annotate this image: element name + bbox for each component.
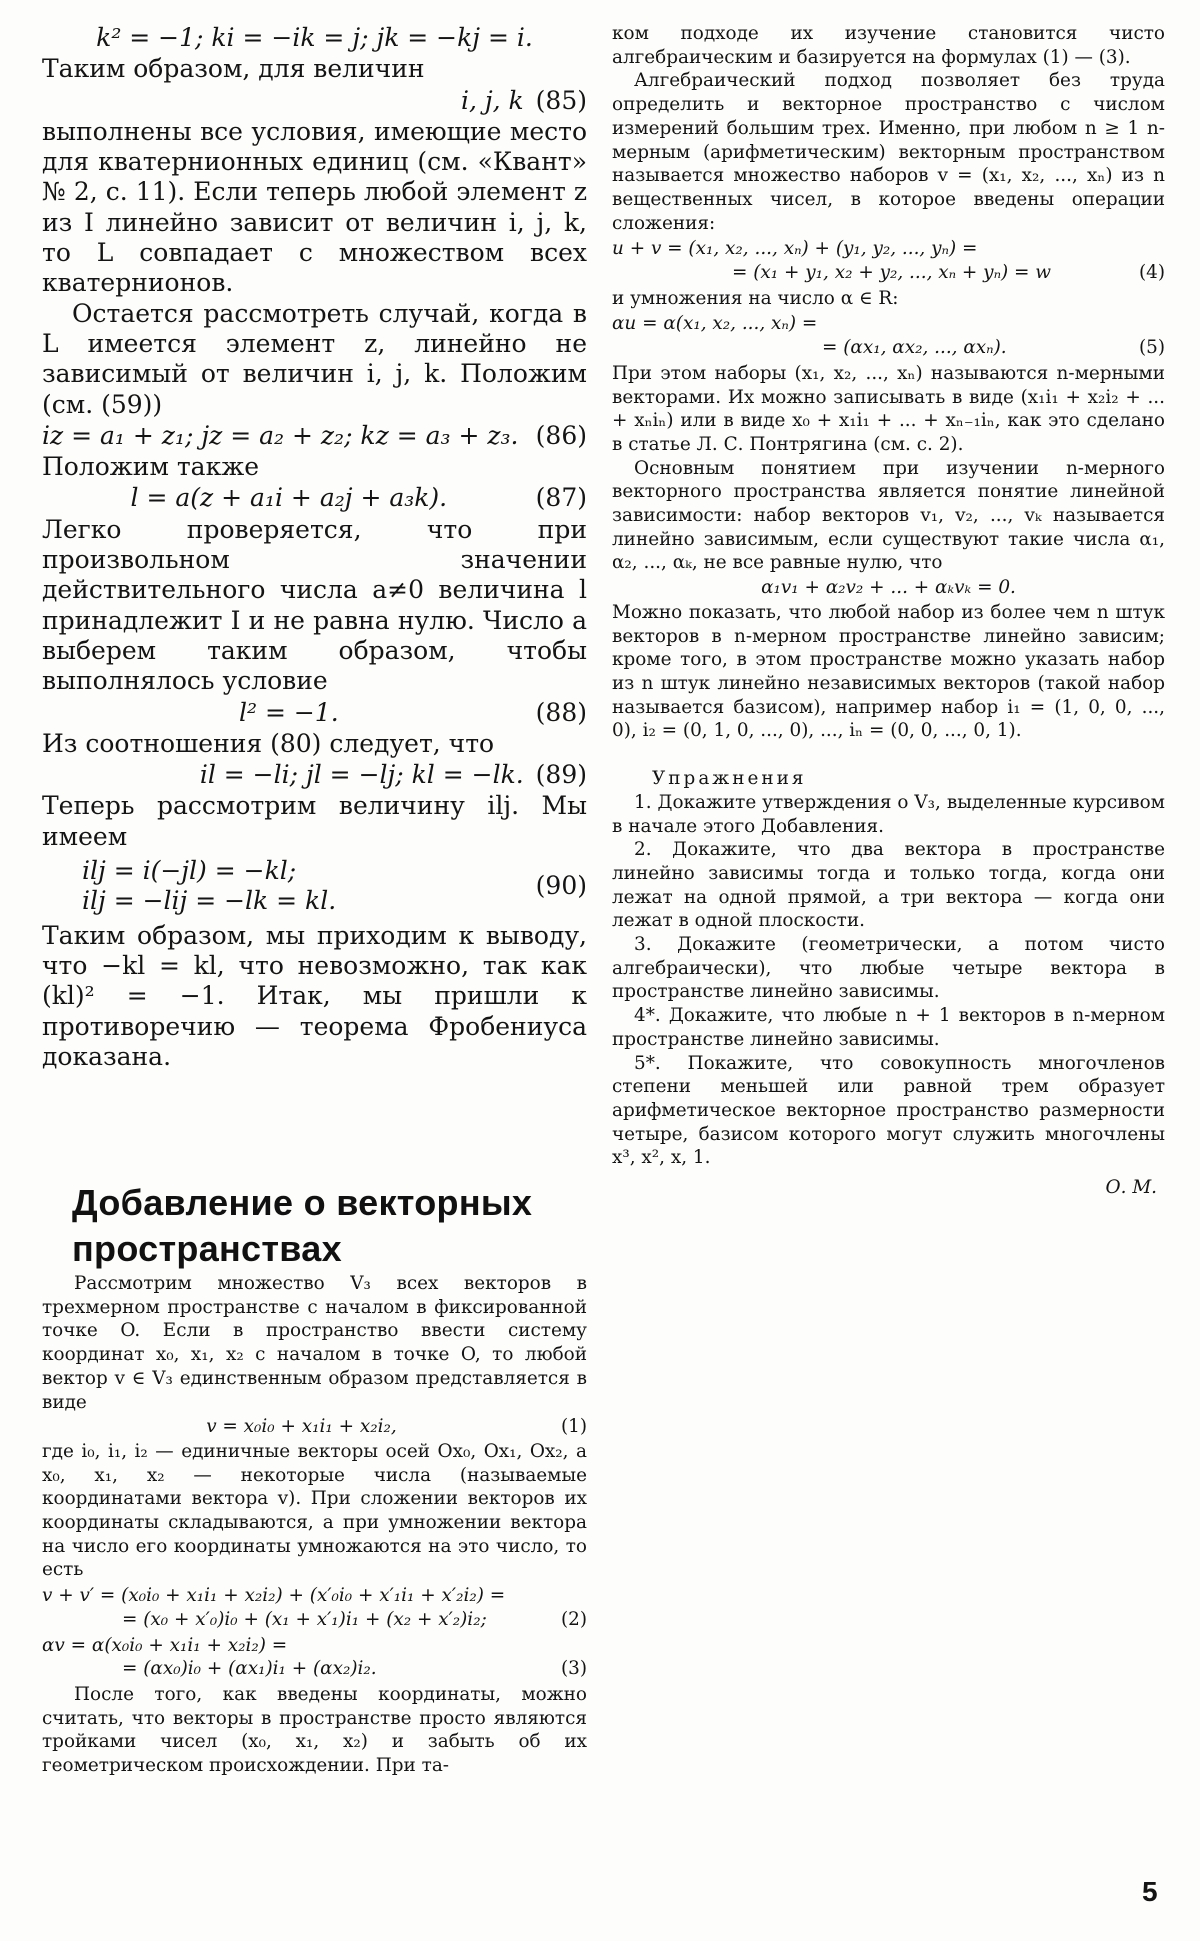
equation-86: iz = a₁ + z₁; jz = a₂ + z₂; kz = a₃ + z₃. (86) [42,420,587,450]
paragraph: где i₀, i₁, i₂ — единичные векторы осей Ox₀, Ox₁, Ox₂, а x₀, x₁, x₂ — некоторые числа (называемые координатами вектора v). При сложении векторов их координаты складываются, а при умножении вектора на число его координаты умножаются на это число, то есть [42,1440,587,1581]
equation-1: v = x₀i₀ + x₁i₁ + x₂i₂, (1) [206,1416,587,1438]
exercise-item: 5*. Покажите, что совокупность многочленов степени меньшей или равной трем образует арифметическое векторное пространство размерности четыре, базисом которого могут служить многочлены x³, x², x, 1. [612,1052,1165,1169]
paragraph: Таким образом, мы приходим к выводу, что −kl = kl, что невозможно, так как (kl)² = −1. Итак, мы пришли к противоречию — теорема Фробениуса доказана. [42,920,587,1071]
paragraph: Легко проверяется, что при произвольном значении действительного числа a≠0 величина l принадлежит I и не равна нулю. Число a выберем таким образом, чтобы выполнялось условие [42,514,587,696]
section-heading: Добавление о векторных пространствах [72,1182,533,1269]
equation-line: αv = α(x₀i₀ + x₁i₁ + x₂i₂) = [42,1634,288,1656]
paragraph: Основным понятием при изучении n-мерного векторного пространства является понятие линейной зависимости: набор векторов v₁, v₂, ..., vₖ называется линейно зависимым, если существуют такие числа α₁, α₂, ..., αₖ, не все равные нулю, что [612,457,1165,574]
paragraph: выполнены все условия, имеющие место для кватернионных единиц (см. «Квант» № 2, с. 11). Если теперь любой элемент z из I линейно зависит от величин i, j, k, то L совпадает с множеством всех кватернионов. [42,116,587,298]
equation-line: = (αx₀)i₀ + (αx₁)i₁ + (αx₂)i₂. [122,1658,377,1680]
exercise-item: 2. Докажите, что два вектора в пространстве линейно зависимы тогда и только тогда, когда они лежат на одной прямой, а три вектора — когда они лежат в одной плоскости. [612,839,1165,932]
equation-line: u + v = (x₁, x₂, ..., xₙ) + (y₁, y₂, ..., yₙ) = [612,238,978,260]
equation-4: u + v = (x₁, x₂, ..., xₙ) + (y₁, y₂, ..., yₙ) = = (x₁ + y₁, x₂ + y₂, ..., xₙ + yₙ) = w (4) [612,238,1165,284]
equation-line: = (x₁ + y₁, x₂ + y₂, ..., xₙ + yₙ) = w [732,262,1052,284]
exercise-item: 3. Докажите (геометрически, а потом чисто алгебраически), что любые четыре вектора в пространстве линейно зависимы. [612,934,1165,1003]
page-number: 5 [1142,1876,1158,1907]
paragraph: При этом наборы (x₁, x₂, ..., xₙ) называются n-мерными векторами. Их можно записывать в виде (x₁i₁ + x₂i₂ + ... + xₙiₙ) или в виде x₀ + x₁i₁ + ... + xₙ₋₁iₙ, как это сделано в статье Л. С. Понтрягина (см. с. 2). [612,362,1165,455]
equation-top: k² = −1; ki = −ik = j; jk = −kj = i. [96,23,533,52]
paragraph: После того, как введены координаты, можно считать, что векторы в пространстве просто являются тройками чисел (x₀, x₁, x₂) и забыть об их геометрическом происхождении. При та- [42,1683,587,1777]
paragraph: Остается рассмотреть случай, когда в L имеется элемент z, линейно не зависимый от величин i, j, k. Положим (см. (59)) [42,298,587,419]
left-column [42,22,587,1072]
paragraph: ком подходе их изучение становится чисто алгебраическим и базируется на формулах (1) — (3). [612,23,1165,68]
paragraph: Теперь рассмотрим величину ilj. Мы имеем [42,791,587,851]
equation-line: = (αx₁, αx₂, ..., αxₙ). [822,337,1007,359]
appendix-intro [42,1272,587,1778]
equation-5: αu = α(x₁, x₂, ..., xₙ) = = (αx₁, αx₂, ..., αxₙ). (5) [612,313,1165,359]
equation-87: l = a(z + a₁i + a₂j + a₃k). (87) [130,483,587,513]
equation-line: v + v′ = (x₀i₀ + x₁i₁ + x₂i₂) + (x′₀i₀ + x′₁i₁ + x′₂i₂) = [42,1585,506,1607]
equation-6: α₁v₁ + α₂v₂ + ... + αₖvₖ = 0. [761,577,1016,599]
equation-line: αu = α(x₁, x₂, ..., xₙ) = [612,313,818,335]
equation-90: ilj = i(−jl) = −kl; ilj = −lij = −lk = kl. (90) [82,856,587,916]
exercise-item: 1. Докажите утверждения о V₃, выделенные курсивом в начале этого Добавления. [612,791,1165,837]
equation-88: l² = −1. (88) [239,697,587,727]
paragraph: Алгебраический подход позволяет без труда определить и векторное пространство с числом измерений большим трех. Именно, при любом n ≥ 1 n-мерным (арифметическим) векторным пространством называется множество наборов v = (x₁, x₂, ..., xₙ) из n вещественных чисел, в которое введены операции сложения: [612,70,1165,234]
equation-line: = (x₀ + x′₀)i₀ + (x₁ + x′₁)i₁ + (x₂ + x′₂)i₂; [122,1608,487,1630]
author-signature: О. М. [1105,1177,1157,1199]
exercises-title: Упражнения [652,768,807,790]
paragraph: Положим также [42,452,259,482]
equation-85: i, j, k (85) [460,85,587,115]
paragraph: Можно показать, что любой набор из более чем n штук векторов в n-мерном пространстве линейно зависим; кроме того, в этом пространстве можно указать набор из n штук линейно независимых векторов (такой набор называется базисом), например набор i₁ = (1, 0, 0, ..., 0), i₂ = (0, 1, 0, ..., 0), ..., iₙ = (0, 0, ..., 0, 1). [612,601,1165,742]
paragraph: и умножения на число α ∈ R: [612,287,899,309]
right-column [612,22,1165,1200]
paragraph: Таким образом, для величин [42,54,425,84]
exercise-item: 4*. Докажите, что любые n + 1 векторов в n-мерном пространстве линейно зависимы. [612,1005,1165,1050]
equation-2: v + v′ = (x₀i₀ + x₁i₁ + x₂i₂) + (x′₀i₀ + x′₁i₁ + x′₂i₂) = = (x₀ + x′₀)i₀ + (x₁ + x′₁)i₁ + (x₂ + x′₂)i₂; (2) [42,1585,587,1630]
equation-line: ilj = i(−jl) = −kl; [82,856,297,886]
paragraph: Из соотношения (80) следует, что [42,728,495,758]
equation-line: ilj = −lij = −lk = kl. [82,886,337,916]
paragraph: Рассмотрим множество V₃ всех векторов в трехмерном пространстве с началом в фиксированной точке O. Если в пространство ввести систему координат x₀, x₁, x₂ с началом в точке O, то любой вектор v ∈ V₃ единственным образом представляется в виде [42,1273,587,1413]
equation-3: αv = α(x₀i₀ + x₁i₁ + x₂i₂) = = (αx₀)i₀ + (αx₁)i₁ + (αx₂)i₂. (3) [42,1634,587,1680]
equation-89: il = −li; jl = −lj; kl = −lk. (89) [199,760,587,790]
